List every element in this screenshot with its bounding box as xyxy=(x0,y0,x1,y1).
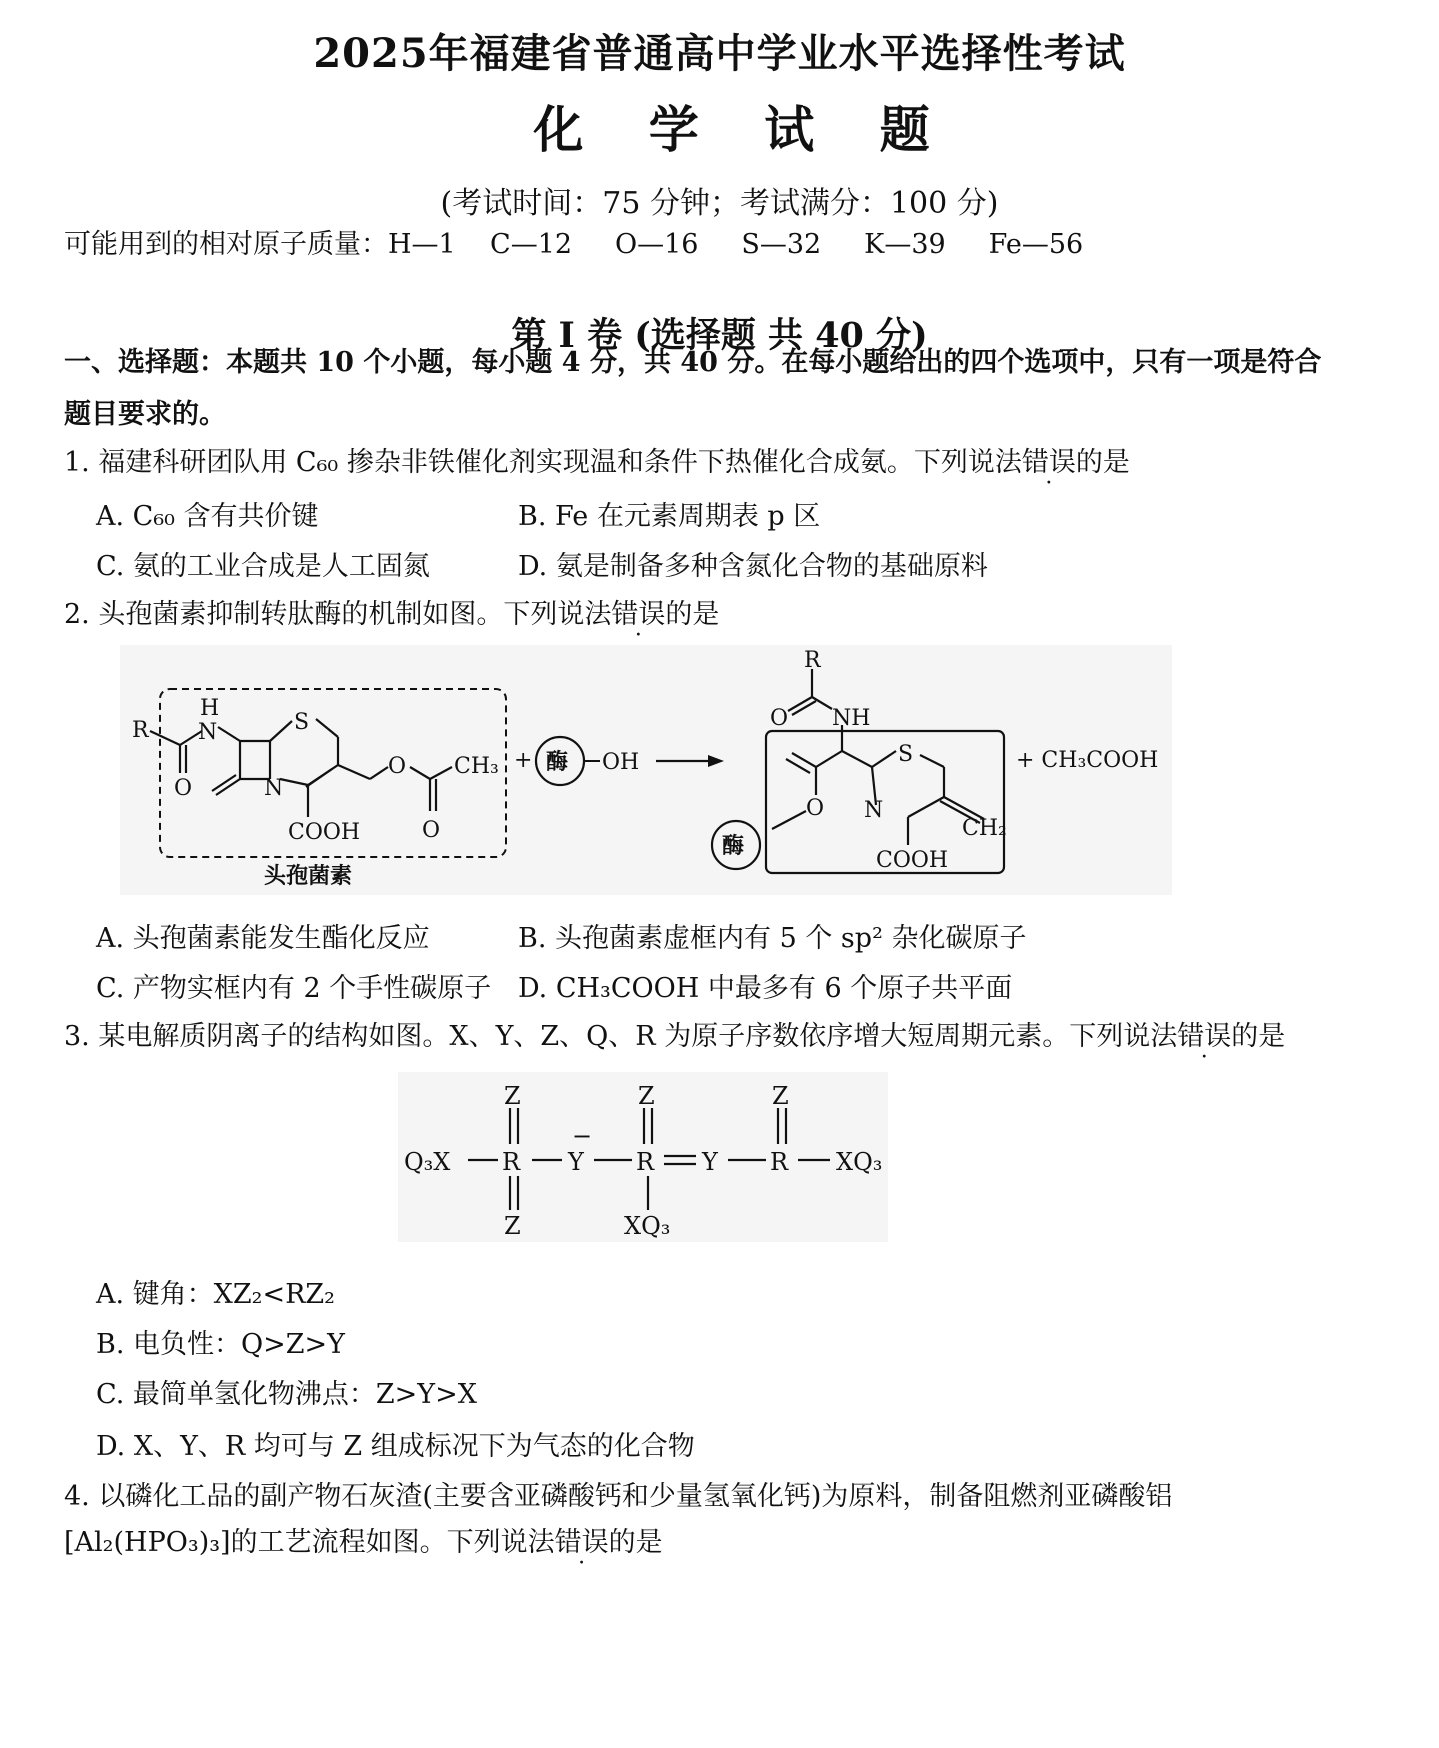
fig-label-h: H xyxy=(200,696,220,721)
fig-caption-cephalosporin: 头孢菌素 xyxy=(264,863,353,889)
fig-z-2: Z xyxy=(504,1212,521,1240)
q1-option-b: B. Fe 在元素周期表 p 区 xyxy=(518,501,821,532)
q3-option-b: B. 电负性：Q>Z>Y xyxy=(96,1329,345,1360)
fig-r-1: R xyxy=(502,1148,521,1176)
q1-option-d: D. 氨是制备多种含氮化合物的基础原料 xyxy=(518,551,988,582)
fig-label-o2: O xyxy=(388,754,407,779)
fig-label-oh: OH xyxy=(602,750,640,775)
subject-title: 化 学 试 题 xyxy=(533,100,954,159)
q1-emphasis: 错误 xyxy=(1021,447,1076,478)
question-1-stem xyxy=(64,440,1130,479)
fig-label-cooh2: COOH xyxy=(876,848,949,873)
q1-stem-after: 的是 xyxy=(1075,447,1130,478)
question-4-stem-line2 xyxy=(64,1520,663,1559)
fig-y-1: Y xyxy=(568,1148,584,1176)
q3-stem-before: 3. 某电解质阴离子的结构如图。X、Y、Z、Q、R 为原子序数依序增大短周期元素。下列说法 xyxy=(64,1021,1178,1052)
fig-z-4: Z xyxy=(772,1082,789,1110)
fig-label-ch2: CH₂ xyxy=(962,816,1007,841)
exam-title: 2025年福建省普通高中学业水平选择性考试 xyxy=(313,30,1126,77)
q1-option-a: A. C₆₀ 含有共价键 xyxy=(96,501,319,532)
q1-option-c: C. 氨的工业合成是人工固氮 xyxy=(96,551,430,582)
fig-label-o4: O xyxy=(770,706,789,731)
fig-r-3: R xyxy=(770,1148,789,1176)
cephalosporin-mechanism-figure xyxy=(120,645,1172,895)
fig-label-n2: N xyxy=(264,776,284,801)
q4-stem-after: 的是 xyxy=(608,1527,663,1558)
fig-label-r2: R xyxy=(804,648,821,673)
fig-plus-acetic-acid: + CH₃COOH xyxy=(1016,748,1159,773)
fig-label-o5: O xyxy=(806,796,825,821)
fig-label-nh: NH xyxy=(832,706,871,731)
q4-stem-before: [Al₂(HPO₃)₃]的工艺流程如图。下列说法 xyxy=(64,1527,555,1558)
fig-y-2: Y xyxy=(702,1148,718,1176)
q3-option-d: D. X、Y、R 均可与 Z 组成标况下为气态的化合物 xyxy=(96,1431,695,1462)
fig-enzyme-2: 酶 xyxy=(722,833,745,859)
fig-label-cooh1: COOH xyxy=(288,820,361,845)
fig-minus-charge: − xyxy=(572,1122,593,1150)
fig-label-n1: N xyxy=(198,720,218,745)
fig-label-o1: O xyxy=(174,776,193,801)
atomic-masses: 可能用到的相对原子质量：H—1 C—12 O—16 S—32 K—39 Fe—56 xyxy=(64,229,1084,260)
section-instruction-1: 一、选择题：本题共 10 个小题，每小题 4 分，共 40 分。在每小题给出的四个选项中，只有一项是符合 xyxy=(64,347,1322,378)
q2-stem-before: 2. 头孢菌素抑制转肽酶的机制如图。下列说法 xyxy=(64,599,612,630)
fig-z-1: Z xyxy=(504,1082,521,1110)
q2-option-b: B. 头孢菌素虚框内有 5 个 sp² 杂化碳原子 xyxy=(518,923,1027,954)
fig-xq3-bottom: XQ₃ xyxy=(624,1212,671,1240)
fig-label-s1: S xyxy=(294,710,310,735)
q3-option-c: C. 最简单氢化物沸点：Z>Y>X xyxy=(96,1379,477,1410)
fig-label-ch3: CH₃ xyxy=(454,754,499,779)
q2-option-a: A. 头孢菌素能发生酯化反应 xyxy=(96,923,430,954)
exam-info: (考试时间：75 分钟；考试满分：100 分) xyxy=(440,186,999,221)
q2-option-c: C. 产物实框内有 2 个手性碳原子 xyxy=(96,973,492,1004)
anion-structure-figure xyxy=(398,1072,888,1242)
fig-xq3-right: XQ₃ xyxy=(836,1148,883,1176)
q2-emphasis: 错误 xyxy=(611,599,666,630)
fig-label-r1: R xyxy=(132,718,149,743)
q4-emphasis: 错误 xyxy=(554,1527,609,1558)
fig-q3x-left: Q₃X xyxy=(404,1148,451,1176)
q2-option-d: D. CH₃COOH 中最多有 6 个原子共平面 xyxy=(518,973,1013,1004)
section-instruction-2: 题目要求的。 xyxy=(64,399,226,430)
fig-label-n3: N xyxy=(864,798,884,823)
fig-plus-1: + xyxy=(514,748,533,773)
fig-label-s2: S xyxy=(898,742,914,767)
q2-stem-after: 的是 xyxy=(665,599,720,630)
question-3-stem xyxy=(64,1014,1285,1053)
fig-label-o3: O xyxy=(422,818,441,843)
fig-r-2: R xyxy=(636,1148,655,1176)
q3-option-a: A. 键角：XZ₂<RZ₂ xyxy=(96,1279,336,1310)
fig-enzyme-1: 酶 xyxy=(546,749,569,775)
question-2-stem xyxy=(64,592,719,631)
question-4-stem-line1: 4. 以磷化工品的副产物石灰渣(主要含亚磷酸钙和少量氢氧化钙)为原料，制备阻燃剂亚磷酸铝 xyxy=(64,1481,1173,1512)
fig-z-3: Z xyxy=(638,1082,655,1110)
section-title: 第 I 卷 (选择题 共 40 分) xyxy=(511,315,928,356)
q1-stem-before: 1. 福建科研团队用 C₆₀ 掺杂非铁催化剂实现温和条件下热催化合成氨。下列说法 xyxy=(64,447,1022,478)
q3-stem-after: 的是 xyxy=(1231,1021,1286,1052)
q3-emphasis: 错误 xyxy=(1177,1021,1232,1052)
